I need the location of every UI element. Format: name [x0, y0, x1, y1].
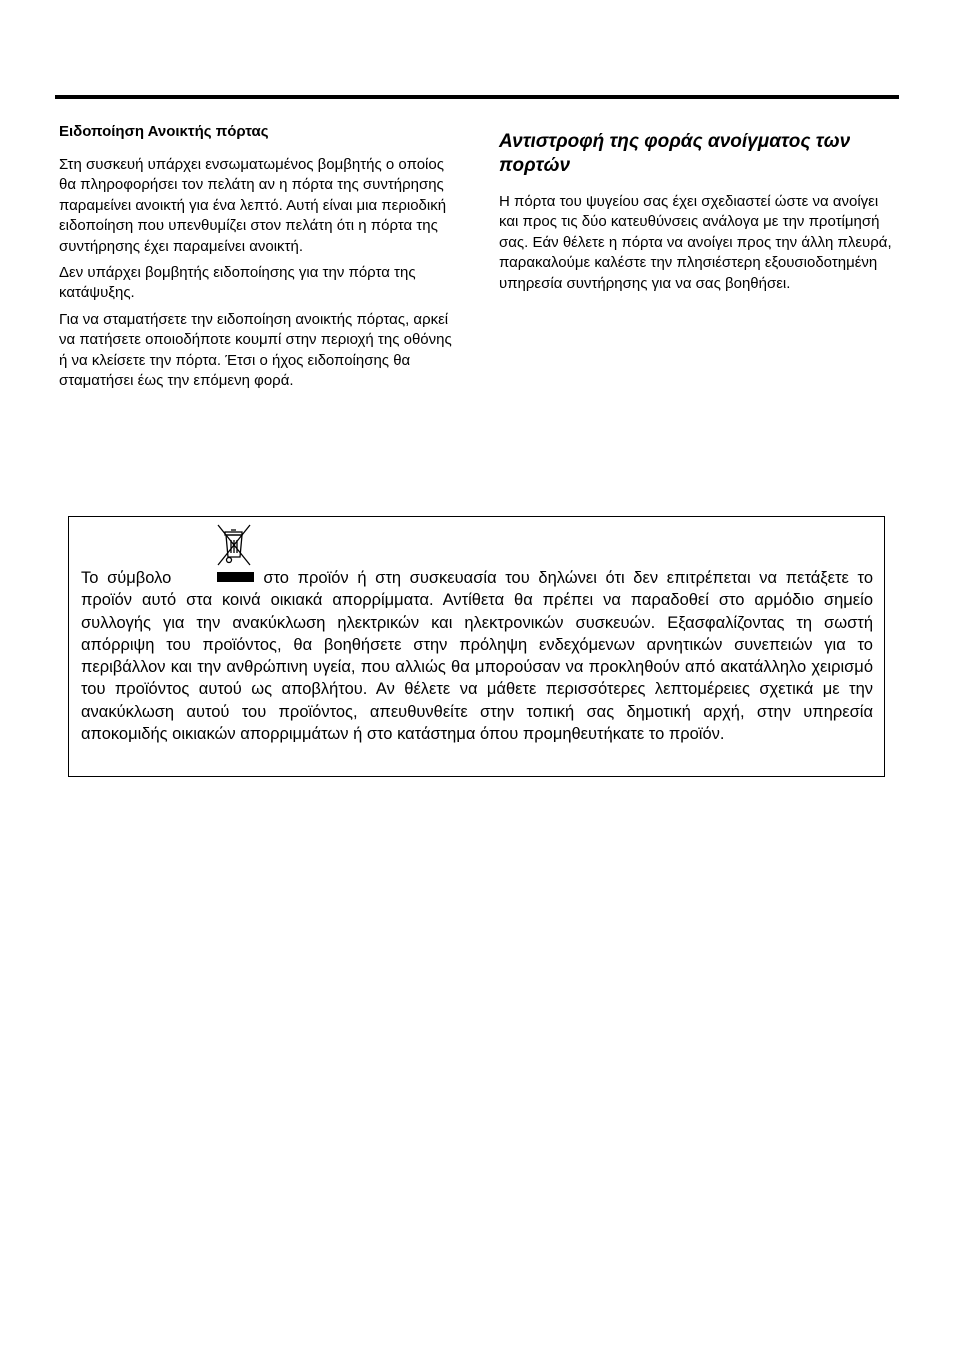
top-rule — [55, 95, 899, 99]
weee-notice-lead: Το σύμβολο — [81, 569, 172, 587]
door-alarm-paragraph-3: Για να σταματήσετε την ειδοποίηση ανοικτής πόρτας, αρκεί να πατήσετε οποιοδήποτε κουμπί στην περιοχή της οθόνης ή να κλείσετε την πόρτα. Έτσι ο ήχος ειδοποίησης θα σταματήσει έως την επόμενη φορά. — [59, 310, 452, 390]
door-reversal-paragraph: Η πόρτα του ψυγείου σας έχει σχεδιαστεί ώστε να ανοίγει και προς τις δύο κατευθύνσεις ανάλογα με την προτίμησή σας. Εάν θέλετε η πόρτα να ανοίγει προς την άλλη πλευρά, παρακαλούμε καλέστε την πλησιέστερη εξουσιοδοτημένη υπηρεσία συντήρησης για να σας βοηθήσει. — [499, 193, 892, 292]
right-column — [499, 130, 895, 294]
weee-notice-body: στο προϊόν ή στη συσκευασία του δηλώνει ότι δεν επιτρέπεται να πετάξετε το προϊόν αυτό στα κοινά οικιακά απορρίμματα. Αντίθετα θα πρέπει να παραδοθεί στο αρμόδιο σημείο συλλογής για την ανακύκλωση ηλεκτρικών και ηλεκτρονικών συσκευών. Εξασφαλίζοντας τη σωστή απόρριψη του προϊόντος, θα βοηθήσετε στην πρόληψη ενδεχόμενων αρνητικών συνεπειών για το περιβάλλον και την ανθρώπινη υγεία, που αλλιώς θα μπορούσαν να προκληθούν από ακατάλληλο χειρισμό του προϊόντος αυτού ως αποβλήτου. Αν θέλετε να μάθετε περισσότερες λεπτομέρειες σχετικά με την ανακύκλωση αυτού του προϊόντος, απευθυνθείτε στην τοπική σας δημοτική αρχή, στην υπηρεσία αποκομιδής οικιακών απορριμμάτων ή στο κατάστημα όπου προμηθευτήκατε το προϊόν. — [81, 569, 874, 744]
weee-notice-text — [81, 567, 873, 745]
door-alarm-paragraph-1: Στη συσκευή υπάρχει ενσωματωμένος βομβητής ο οποίος θα πληροφορήσει τον πελάτη αν η πόρτα της συντήρησης παραμείνει ανοικτή για ένα λεπτό. Αυτή είναι μια περιοδική ειδοποίηση που υπενθυμίζει στον πελάτη ότι η πόρτα της συντήρησης έχει παραμείνει ανοικτή. — [59, 156, 447, 255]
left-column — [59, 122, 454, 397]
crossed-out-wheelie-bin-icon — [216, 523, 252, 567]
door-alarm-heading: Ειδοποίηση Ανοικτής πόρτας — [59, 123, 269, 140]
door-alarm-paragraph-2: Δεν υπάρχει βομβητής ειδοποίησης για την πόρτα της κατάψυξης. — [59, 264, 416, 302]
door-reversal-heading: Αντιστροφή της φοράς ανοίγματος των πορτών — [499, 131, 851, 176]
